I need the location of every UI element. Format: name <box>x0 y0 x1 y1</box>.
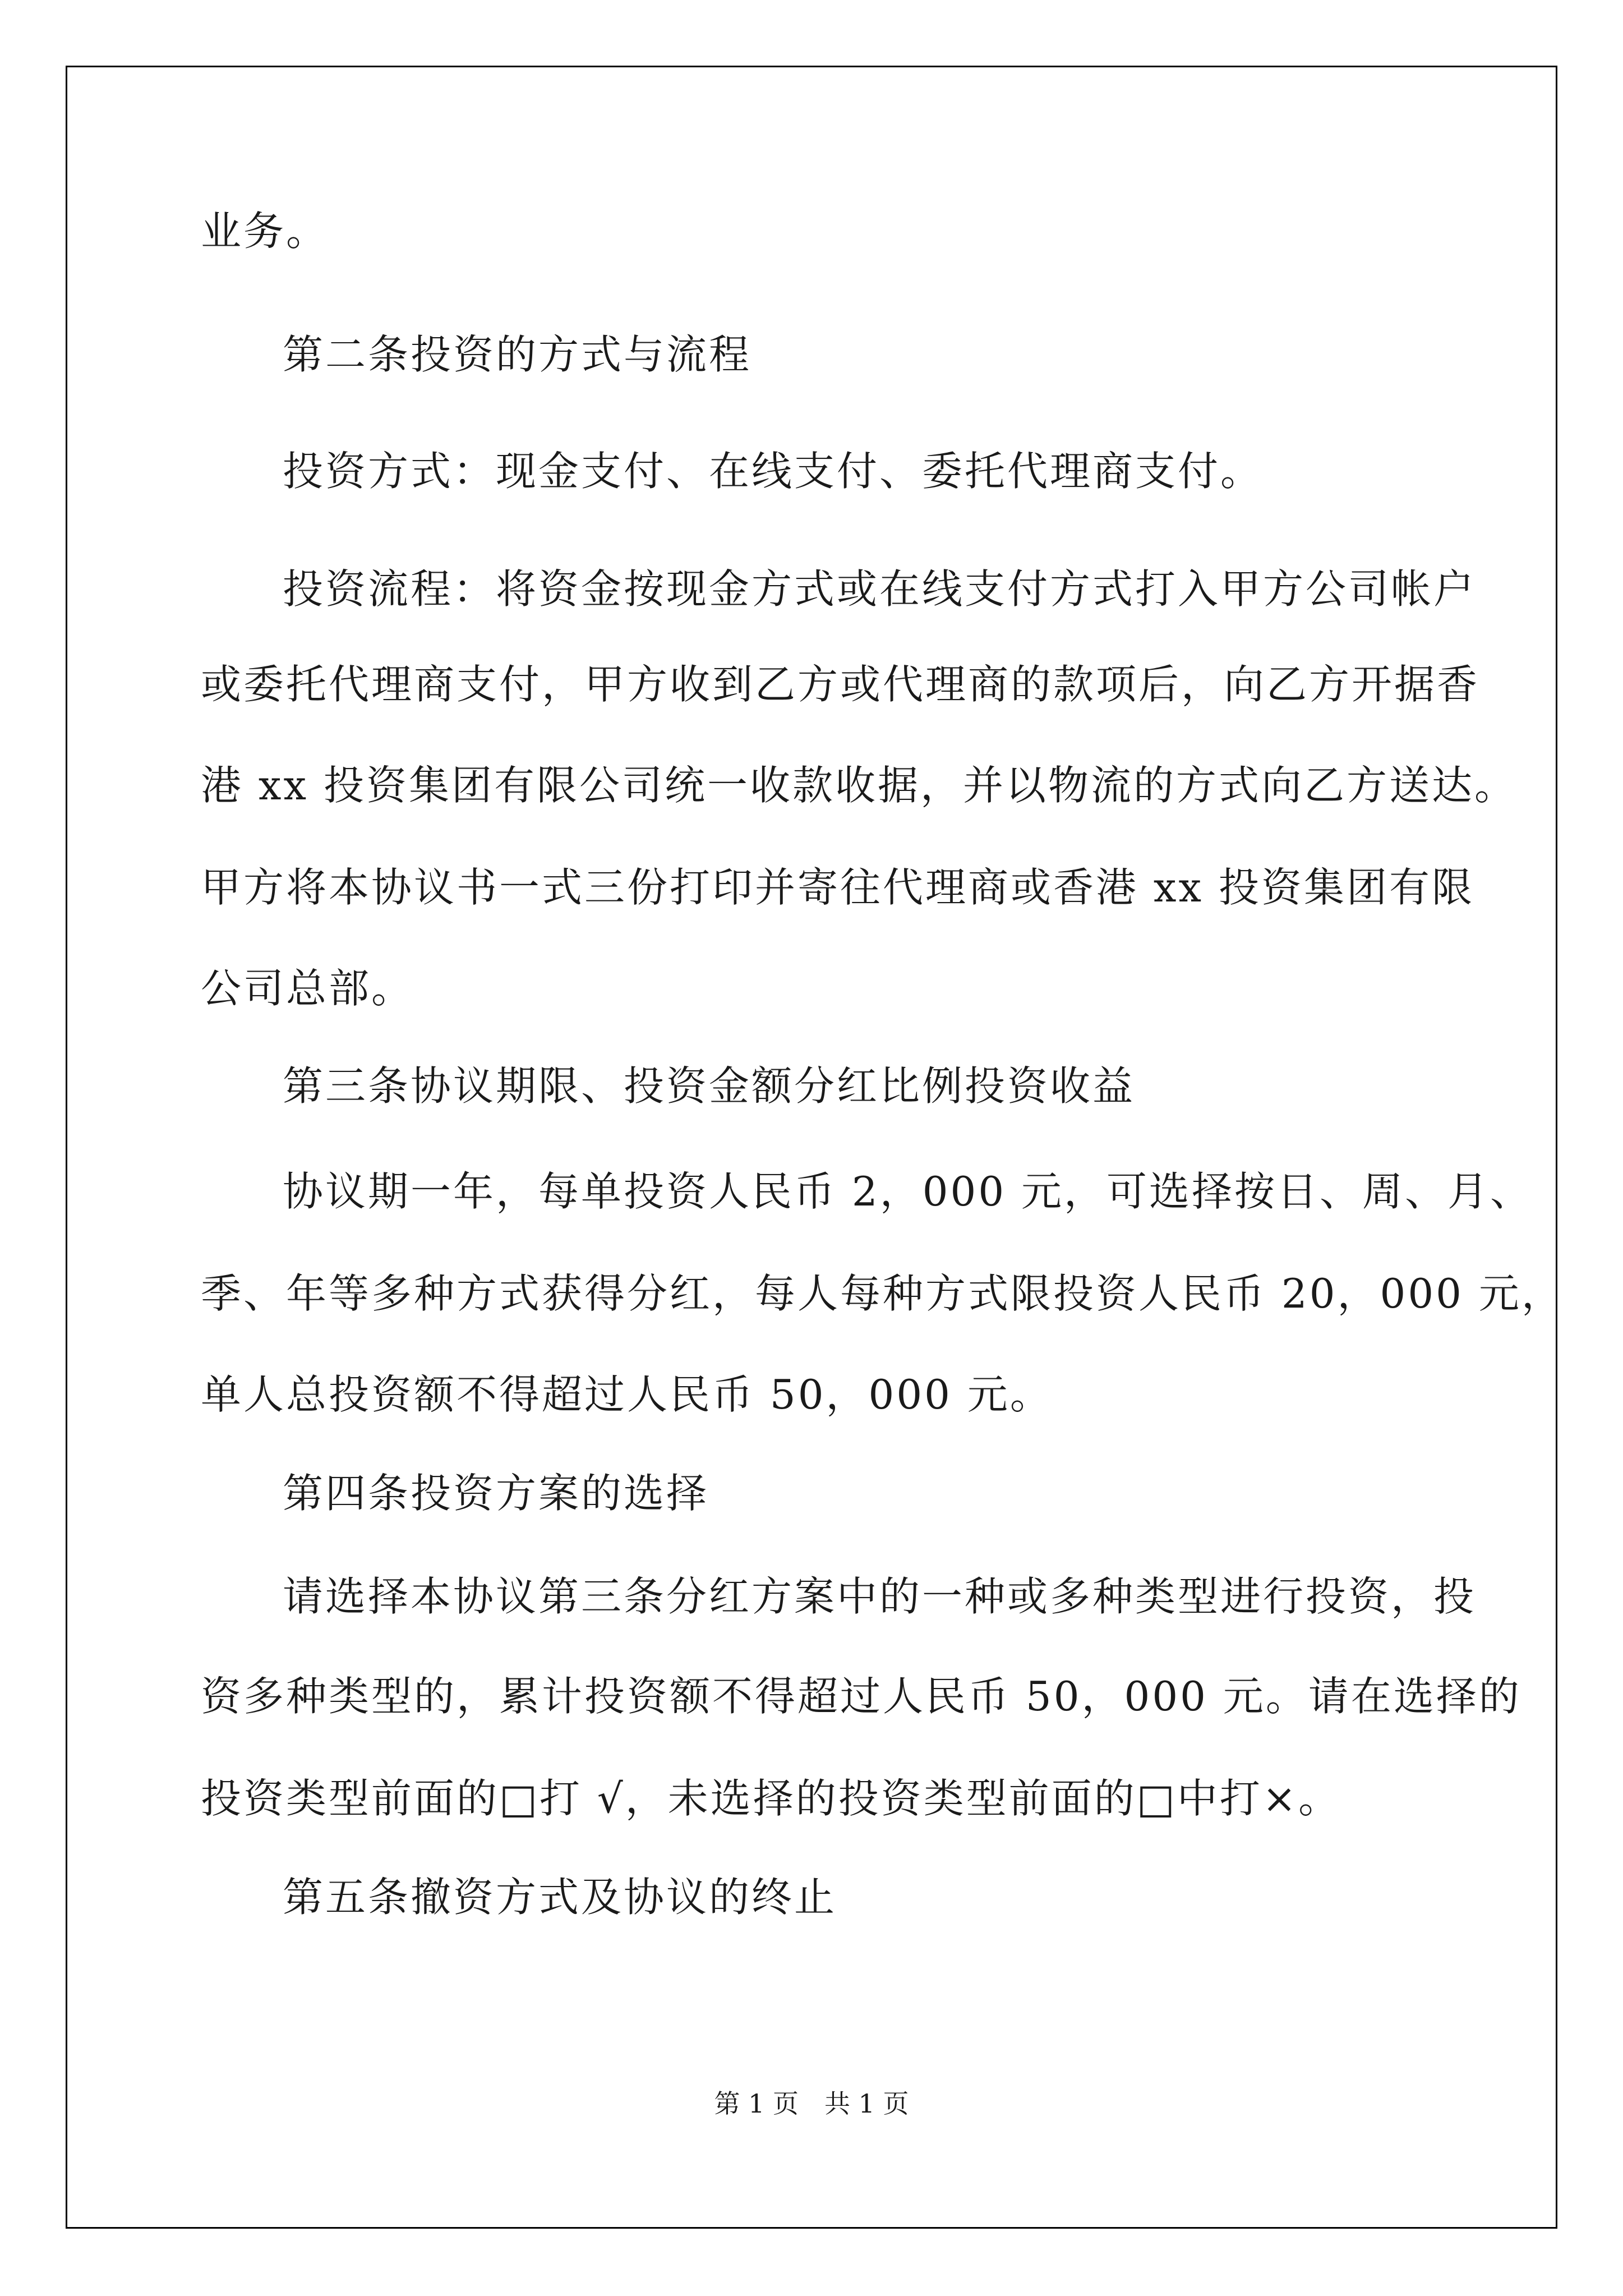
text-line: 季、年等多种方式获得分红，每人每种方式限投资人民币 20，000 元， <box>201 1270 1564 1317</box>
text-line: 投资流程：将资金按现金方式或在线支付方式打入甲方公司帐户 <box>283 565 1477 613</box>
text-line: 或委托代理商支付，甲方收到乙方或代理商的款项后，向乙方开据香 <box>201 661 1480 708</box>
text-line: 甲方将本协议书一式三份打印并寄往代理商或香港 xx 投资集团有限 <box>201 864 1474 911</box>
section-heading: 第三条协议期限、投资金额分红比例投资收益 <box>283 1062 1136 1110</box>
text-line: 请选择本协议第三条分红方案中的一种或多种类型进行投资，投 <box>283 1573 1477 1620</box>
page-number-footer: 第 1 页 共 1 页 <box>714 2088 909 2119</box>
text-line: 投资类型前面的□打 √，未选择的投资类型前面的□中打×。 <box>201 1775 1341 1822</box>
text-line: 协议期一年，每单投资人民币 2，000 元，可选择按日、周、月、 <box>283 1168 1533 1215</box>
section-heading: 第五条撤资方式及协议的终止 <box>283 1874 837 1921</box>
section-heading: 第二条投资的方式与流程 <box>283 331 752 378</box>
section-heading: 第四条投资方案的选择 <box>283 1470 709 1517</box>
text-line: 单人总投资额不得超过人民币 50，000 元。 <box>201 1371 1053 1418</box>
text-line: 业务。 <box>201 208 329 255</box>
text-line: 港 xx 投资集团有限公司统一收款收据，并以物流的方式向乙方送达。 <box>201 762 1517 809</box>
text-line: 投资方式：现金支付、在线支付、委托代理商支付。 <box>283 448 1264 495</box>
text-line: 资多种类型的，累计投资额不得超过人民币 50，000 元。请在选择的 <box>201 1673 1521 1720</box>
text-line: 公司总部。 <box>201 965 414 1012</box>
